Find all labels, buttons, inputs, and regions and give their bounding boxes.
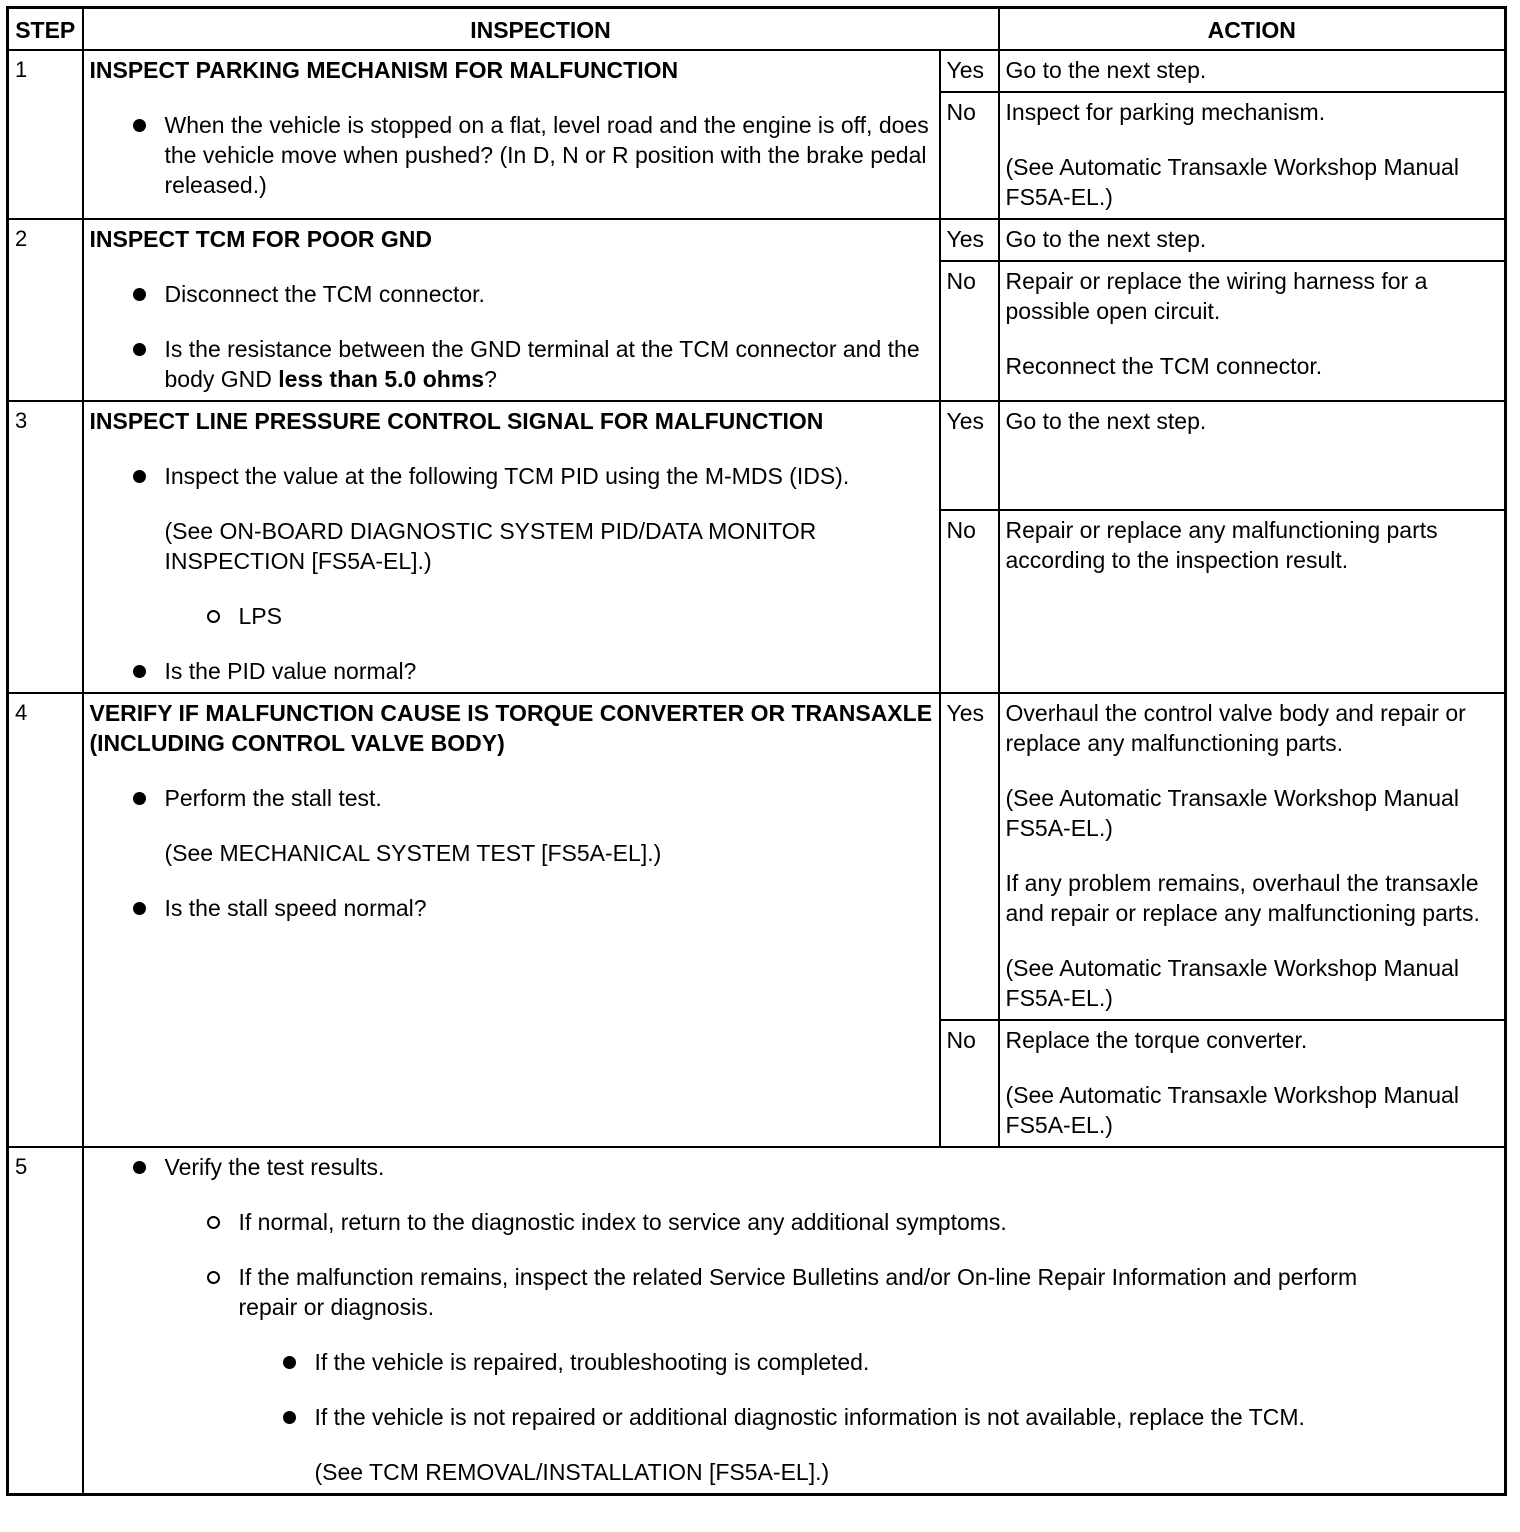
bullet-dot-icon (133, 1161, 146, 1174)
action-text: Inspect for parking mechanism. (1005, 99, 1326, 125)
step-title: INSPECT TCM FOR POOR GND (89, 226, 432, 252)
bullet-circle-icon (207, 1271, 220, 1284)
step-4-inspection (83, 693, 940, 1147)
step-1-inspection (83, 50, 940, 219)
step-5-inspection (83, 1147, 1506, 1495)
step-number: 3 (8, 401, 83, 693)
bullet-item (90, 783, 933, 813)
bullet-item (90, 656, 933, 686)
step-5-row (8, 1147, 1506, 1495)
bullet-text: Perform the stall test. (164, 785, 382, 811)
bullet-text: Inspect the value at the following TCM PID using the M-MDS (IDS). (164, 463, 850, 489)
bullet-item (90, 1152, 1499, 1182)
yes-label: Yes (940, 401, 999, 510)
step-title: INSPECT PARKING MECHANISM FOR MALFUNCTION (89, 57, 679, 83)
header-inspection: INSPECTION (83, 8, 999, 51)
no-action (999, 510, 1506, 693)
troubleshooting-table (6, 6, 1507, 1496)
yes-action (999, 401, 1506, 510)
action-text: Repair or replace the wiring harness for a possible open circuit. (1005, 268, 1428, 324)
action-text: Reconnect the TCM connector. (1005, 353, 1323, 379)
bullet-dot-icon (133, 792, 146, 805)
bullet-dot-icon (283, 1356, 296, 1369)
yes-label: Yes (940, 693, 999, 1020)
step-2-inspection (83, 219, 940, 401)
bullet-text: Is the resistance between the GND terminal at the TCM connector and the body GND (164, 336, 920, 392)
step-number: 2 (8, 219, 83, 401)
step-number: 1 (8, 50, 83, 219)
sub-sub-bullet-item (90, 1402, 1499, 1432)
bullet-circle-icon (207, 610, 220, 623)
header-action: ACTION (999, 8, 1506, 51)
bullet-dot-icon (133, 119, 146, 132)
yes-label: Yes (940, 219, 999, 261)
header-step: STEP (8, 8, 83, 51)
sub-sub-bullet-item (90, 1347, 1499, 1377)
reference-text: (See ON-BOARD DIAGNOSTIC SYSTEM PID/DATA MONITOR INSPECTION [FS5A-EL].) (164, 518, 817, 574)
bullet-dot-icon (133, 343, 146, 356)
action-text: (See Automatic Transaxle Workshop Manual FS5A-EL.) (1005, 955, 1459, 1011)
bullet-text: If the malfunction remains, inspect the related Service Bulletins and/or On-line Repair Information and perform repair or diagnosis. (238, 1264, 1358, 1320)
sub-bullet-item (90, 1207, 1499, 1237)
reference-text: (See MECHANICAL SYSTEM TEST [FS5A-EL].) (164, 840, 662, 866)
step-1-yes-row (8, 50, 1506, 92)
bullet-dot-icon (133, 470, 146, 483)
action-text: Go to the next step. (1005, 226, 1207, 252)
step-title: INSPECT LINE PRESSURE CONTROL SIGNAL FOR MALFUNCTION (89, 408, 824, 434)
step-title: VERIFY IF MALFUNCTION CAUSE IS TORQUE CONVERTER OR TRANSAXLE (INCLUDING CONTROL VALVE BODY) (89, 700, 933, 756)
no-label: No (940, 92, 999, 219)
reference-text: (See TCM REMOVAL/INSTALLATION [FS5A-EL].) (314, 1459, 830, 1485)
bullet-text: If normal, return to the diagnostic index to service any additional symptoms. (238, 1209, 1007, 1235)
bullet-item (90, 279, 933, 309)
step-number: 4 (8, 693, 83, 1147)
bullet-item (90, 334, 933, 394)
bullet-item (90, 893, 933, 923)
bullet-item (90, 461, 933, 491)
bullet-text: Verify the test results. (164, 1154, 385, 1180)
no-action (999, 261, 1506, 401)
action-text: Go to the next step. (1005, 57, 1207, 83)
bullet-text: ? (484, 366, 497, 392)
action-text: (See Automatic Transaxle Workshop Manual FS5A-EL.) (1005, 1082, 1459, 1138)
bullet-bold-text: less than 5.0 ohms (278, 366, 485, 392)
action-text: (See Automatic Transaxle Workshop Manual FS5A-EL.) (1005, 154, 1459, 210)
action-text: (See Automatic Transaxle Workshop Manual FS5A-EL.) (1005, 785, 1459, 841)
bullet-text: If the vehicle is repaired, troubleshooting is completed. (314, 1349, 870, 1375)
yes-label: Yes (940, 50, 999, 92)
bullet-dot-icon (133, 288, 146, 301)
no-label: No (940, 510, 999, 693)
bullet-text: Is the stall speed normal? (164, 895, 427, 921)
step-4-yes-row (8, 693, 1506, 1020)
bullet-circle-icon (207, 1216, 220, 1229)
step-2-yes-row (8, 219, 1506, 261)
bullet-item (90, 110, 933, 200)
sub-bullet-item (90, 601, 933, 631)
sub-bullet-item (90, 1262, 1499, 1322)
header-row (8, 8, 1506, 51)
bullet-dot-icon (133, 902, 146, 915)
bullet-text: LPS (238, 603, 282, 629)
step-3-yes-row (8, 401, 1506, 510)
bullet-text: If the vehicle is not repaired or additional diagnostic information is not available, replace the TCM. (314, 1404, 1305, 1430)
bullet-dot-icon (133, 665, 146, 678)
no-label: No (940, 1020, 999, 1147)
bullet-text: When the vehicle is stopped on a flat, level road and the engine is off, does the vehicle move when pushed? (In D, N or R position with the brake pedal released.) (164, 112, 929, 198)
yes-action (999, 219, 1506, 261)
action-text: Overhaul the control valve body and repair or replace any malfunctioning parts. (1005, 700, 1466, 756)
action-text: Go to the next step. (1005, 408, 1207, 434)
action-text: Repair or replace any malfunctioning parts according to the inspection result. (1005, 517, 1438, 573)
no-action (999, 92, 1506, 219)
yes-action (999, 50, 1506, 92)
step-number: 5 (8, 1147, 83, 1495)
action-text: Replace the torque converter. (1005, 1027, 1308, 1053)
troubleshooting-table-wrapper (6, 6, 1504, 1526)
no-action (999, 1020, 1506, 1147)
bullet-text: Disconnect the TCM connector. (164, 281, 485, 307)
action-text: If any problem remains, overhaul the transaxle and repair or replace any malfunctioning parts. (1005, 870, 1480, 926)
bullet-text: Is the PID value normal? (164, 658, 417, 684)
step-3-inspection (83, 401, 940, 693)
yes-action (999, 693, 1506, 1020)
bullet-dot-icon (283, 1411, 296, 1424)
no-label: No (940, 261, 999, 401)
